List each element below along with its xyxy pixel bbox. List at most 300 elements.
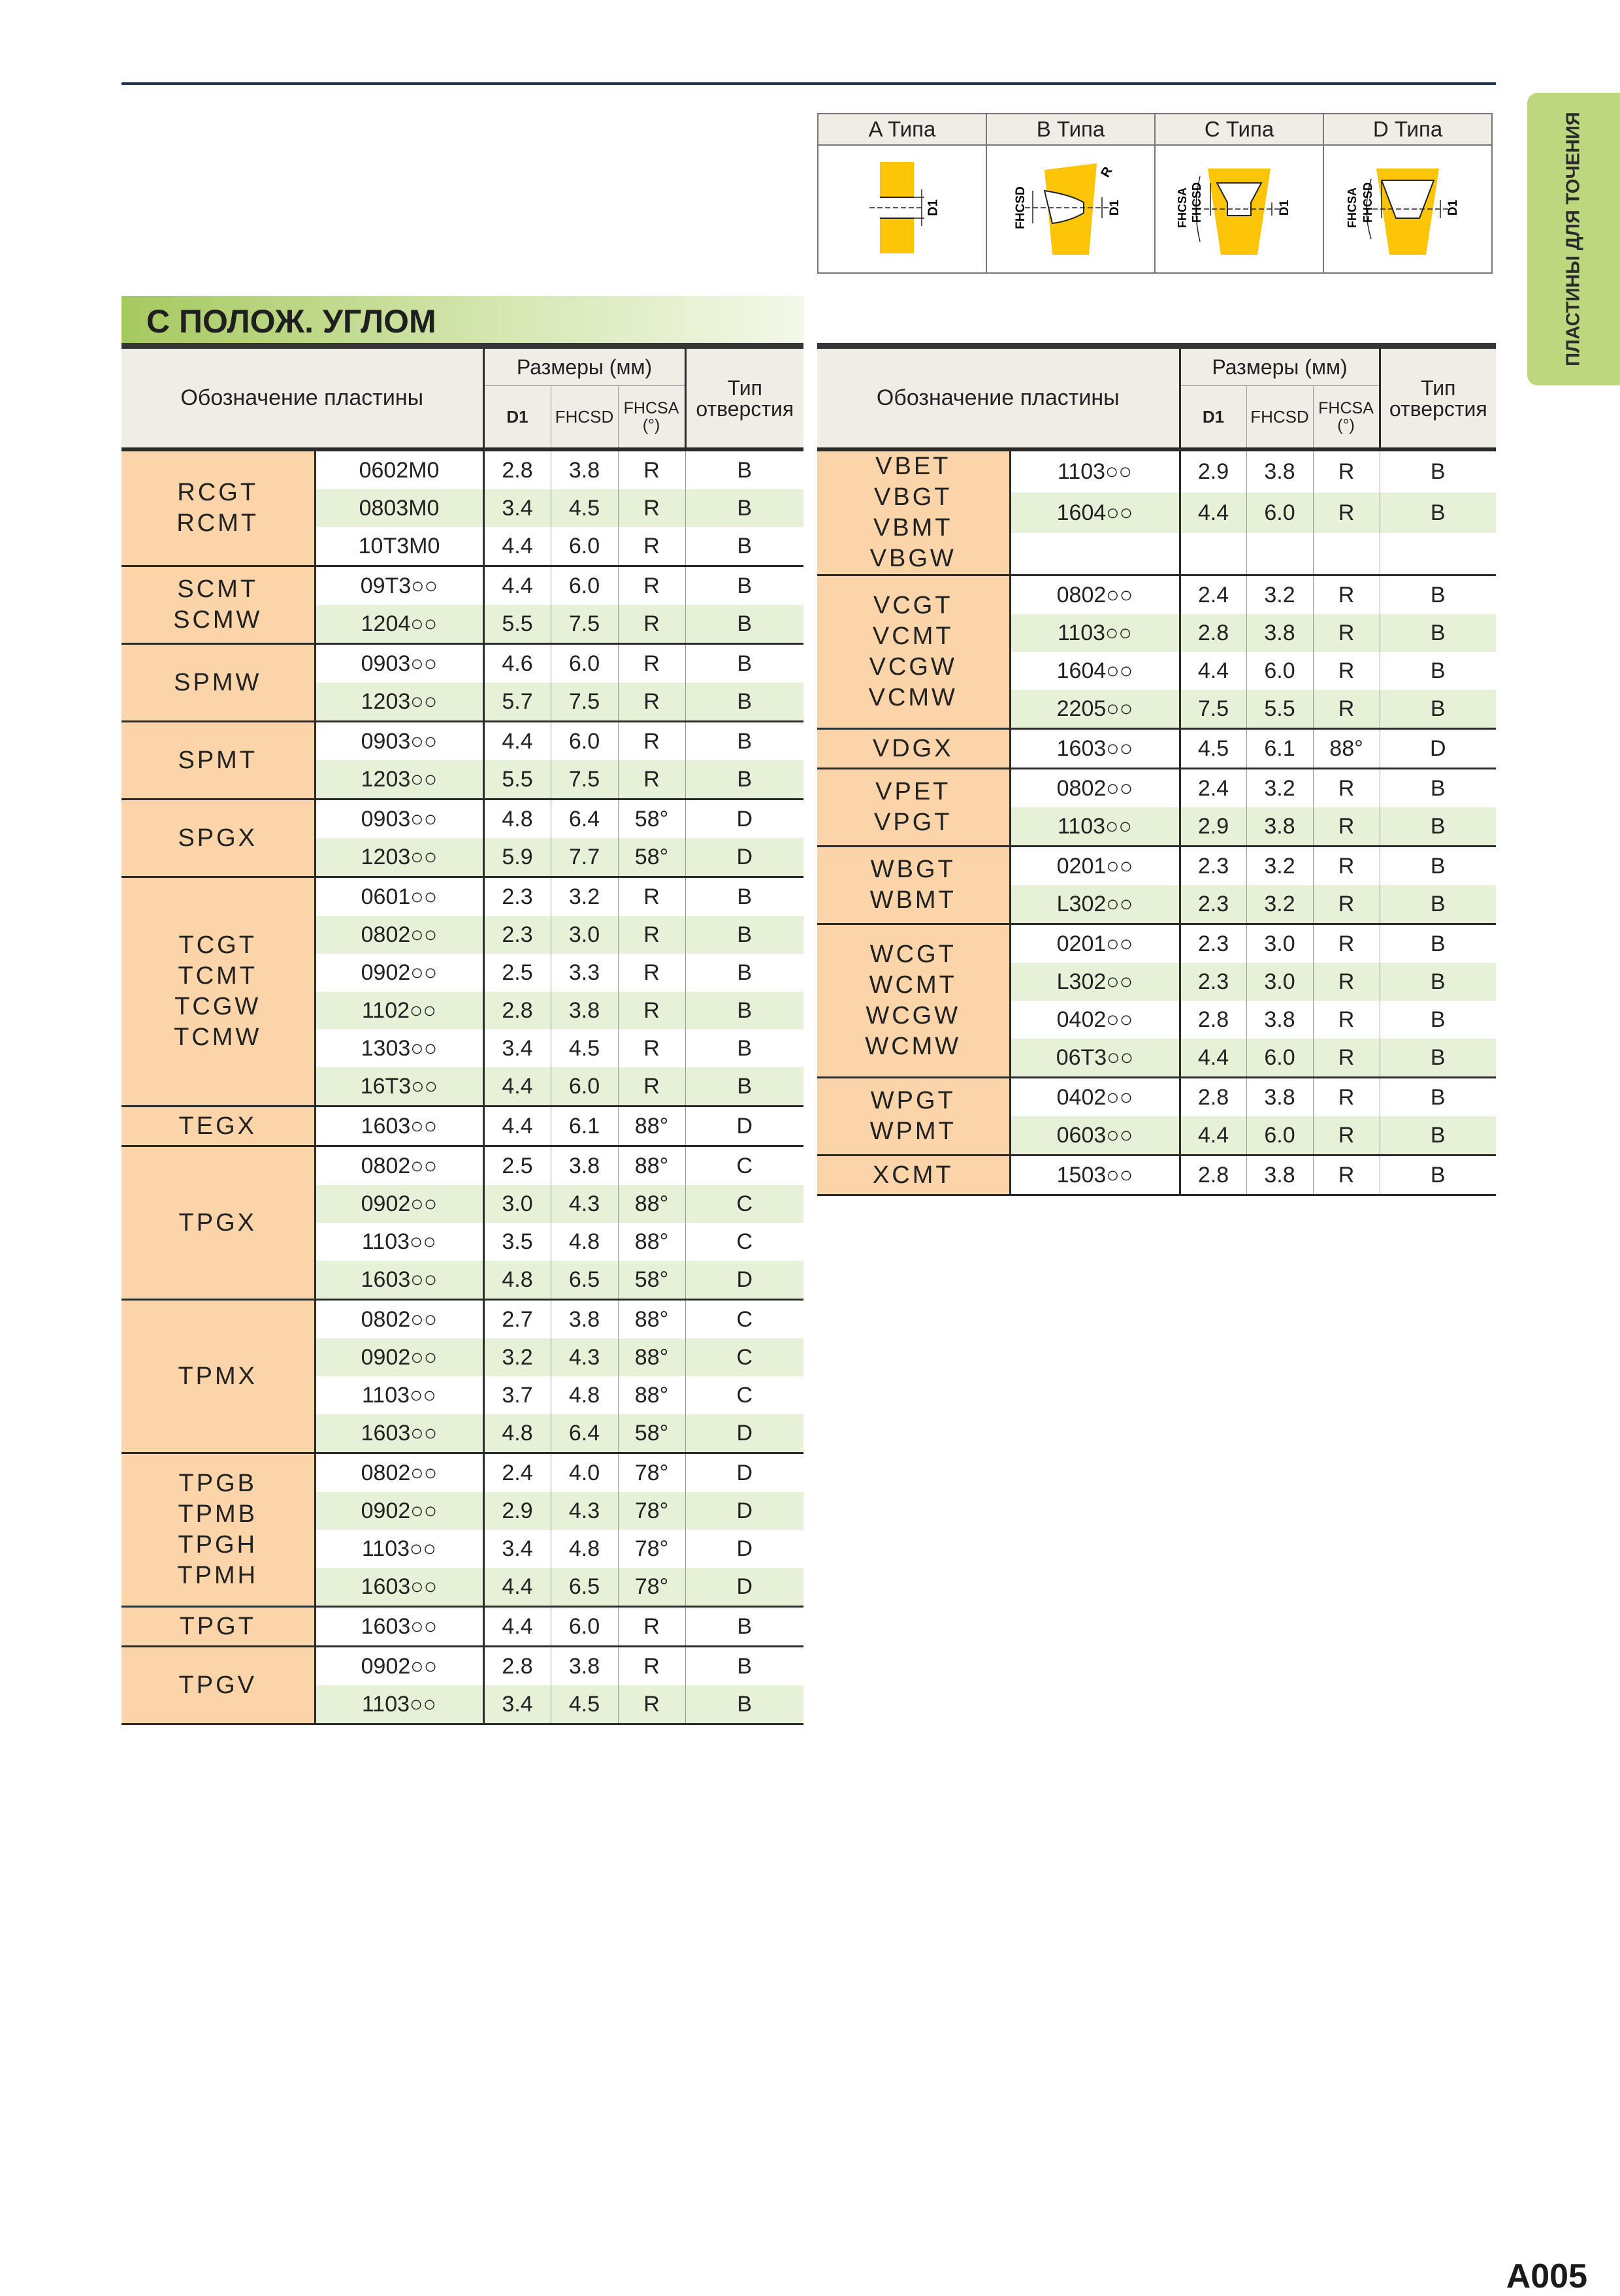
fhcsa-cell: R: [618, 566, 685, 606]
hole-type-d-diagram: [1342, 150, 1473, 268]
d1-cell: 5.9: [483, 838, 551, 877]
spec-cell: 0903○○: [315, 644, 483, 683]
d1-cell: 2.3: [483, 916, 551, 954]
fhcsa-cell: 88°: [618, 1185, 685, 1223]
hole-c-fhcsd-label: FHCSD: [1190, 182, 1203, 223]
header-fhcsd: FHCSD: [1246, 386, 1313, 450]
hole-type-c-cell: [1155, 145, 1323, 273]
spec-cell: 1103○○: [315, 1530, 483, 1568]
hole-type-cell: D: [685, 1414, 803, 1453]
fhcsa-cell: R: [1313, 614, 1380, 652]
d1-cell: 2.5: [483, 954, 551, 992]
spec-cell: 1604○○: [1010, 652, 1180, 690]
hole-type-cell: B: [685, 760, 803, 800]
fhcsd-cell: 4.8: [551, 1223, 618, 1261]
table-row: [817, 729, 1496, 769]
d1-cell: 2.5: [483, 1146, 551, 1186]
fhcsa-cell: 58°: [618, 1261, 685, 1300]
spec-cell: 1203○○: [315, 838, 483, 877]
spec-cell: 0902○○: [315, 1338, 483, 1376]
d1-cell: 3.0: [483, 1185, 551, 1223]
spec-cell: 0603○○: [1010, 1116, 1180, 1156]
d1-cell: 2.8: [1180, 1078, 1246, 1117]
spec-cell: 1603○○: [315, 1107, 483, 1146]
hole-type-cell: [1380, 533, 1496, 575]
d1-cell: 2.4: [1180, 575, 1246, 615]
d1-cell: 7.5: [1180, 690, 1246, 729]
d1-cell: 2.4: [483, 1453, 551, 1493]
fhcsa-cell: R: [618, 605, 685, 644]
d1-cell: 5.5: [483, 605, 551, 644]
spec-cell: 1603○○: [315, 1414, 483, 1453]
fhcsd-cell: 6.4: [551, 1414, 618, 1453]
d1-cell: 2.8: [1180, 614, 1246, 652]
hole-a-d1-label: D1: [926, 199, 941, 216]
hole-type-cell: B: [1380, 1039, 1496, 1078]
fhcsa-cell: R: [1313, 963, 1380, 1001]
insert-family-cell: RCGT RCMT: [122, 449, 315, 566]
fhcsa-cell: R: [1313, 847, 1380, 886]
right-table-body: [817, 449, 1496, 1195]
fhcsa-cell: R: [1313, 924, 1380, 963]
hole-b-fhcsd-label: FHCSD: [1014, 186, 1028, 229]
insert-family-cell: VBET VBGT VBMT VBGW: [817, 449, 1010, 575]
table-row: [817, 847, 1496, 886]
d1-cell: 4.4: [1180, 493, 1246, 534]
table-row: [122, 1607, 803, 1647]
hole-type-cell: C: [685, 1146, 803, 1186]
spec-cell: 0402○○: [1010, 1078, 1180, 1117]
d1-cell: 4.6: [483, 644, 551, 683]
fhcsd-cell: 3.8: [1246, 1078, 1313, 1117]
fhcsa-cell: 88°: [1313, 729, 1380, 769]
insert-family-cell: TPGB TPMB TPGH TPMH: [122, 1453, 315, 1607]
d1-cell: 2.9: [483, 1492, 551, 1530]
hole-type-a-diagram: [850, 150, 954, 268]
d1-cell: 2.4: [1180, 769, 1246, 808]
hole-type-cell: D: [685, 1568, 803, 1607]
spec-cell: 0903○○: [315, 722, 483, 761]
fhcsd-cell: 4.3: [551, 1492, 618, 1530]
fhcsd-cell: 7.5: [551, 760, 618, 800]
hole-type-b-diagram: [1005, 150, 1136, 268]
insert-family-cell: TEGX: [122, 1107, 315, 1146]
d1-cell: 4.4: [483, 1107, 551, 1146]
d1-cell: 4.4: [483, 527, 551, 566]
spec-cell: 0802○○: [315, 1300, 483, 1339]
fhcsd-cell: 6.5: [551, 1261, 618, 1300]
d1-cell: 4.4: [483, 722, 551, 761]
insert-family-cell: VDGX: [817, 729, 1010, 769]
fhcsa-cell: R: [1313, 493, 1380, 534]
d1-cell: 4.4: [483, 1568, 551, 1607]
hole-type-cell: B: [685, 916, 803, 954]
fhcsd-cell: 6.0: [551, 722, 618, 761]
d1-cell: 4.4: [483, 566, 551, 606]
hole-type-cell: B: [1380, 614, 1496, 652]
fhcsa-cell: 78°: [618, 1453, 685, 1493]
hole-type-cell: B: [1380, 1116, 1496, 1156]
d1-cell: 4.8: [483, 1414, 551, 1453]
d1-cell: 2.8: [483, 1647, 551, 1686]
d1-cell: 2.8: [1180, 1156, 1246, 1195]
spec-cell: L302○○: [1010, 885, 1180, 924]
fhcsd-cell: 3.2: [1246, 885, 1313, 924]
spec-cell: 1103○○: [315, 1685, 483, 1724]
fhcsa-cell: R: [618, 644, 685, 683]
fhcsa-cell: R: [1313, 1001, 1380, 1039]
spec-cell: 1203○○: [315, 683, 483, 722]
hole-type-cell: D: [685, 1261, 803, 1300]
fhcsd-cell: 3.2: [1246, 575, 1313, 615]
d1-cell: 2.8: [483, 449, 551, 489]
d1-cell: 4.4: [1180, 1039, 1246, 1078]
fhcsa-cell: R: [1313, 769, 1380, 808]
fhcsa-cell: R: [618, 1647, 685, 1686]
spec-cell: 0802○○: [1010, 575, 1180, 615]
table-row: [817, 769, 1496, 808]
hole-type-a-cell: [818, 145, 986, 273]
fhcsd-cell: 4.5: [551, 1685, 618, 1724]
spec-cell: 1103○○: [1010, 807, 1180, 847]
spec-cell: 0201○○: [1010, 847, 1180, 886]
hole-type-cell: B: [685, 1647, 803, 1686]
hole-type-cell: B: [685, 1607, 803, 1647]
fhcsd-cell: 3.8: [1246, 1001, 1313, 1039]
header-sizes: Размеры (мм): [483, 346, 685, 386]
spec-cell: 0802○○: [315, 916, 483, 954]
hole-c-fhcsa-label: FHCSA: [1175, 187, 1189, 228]
hole-type-cell: B: [685, 1029, 803, 1067]
hole-type-cell: B: [1380, 769, 1496, 808]
d1-cell: 2.3: [1180, 924, 1246, 963]
table-row: [122, 644, 803, 683]
d1-cell: 3.4: [483, 1530, 551, 1568]
fhcsd-cell: 3.0: [1246, 963, 1313, 1001]
spec-cell: 0602M0: [315, 449, 483, 489]
spec-cell: 1303○○: [315, 1029, 483, 1067]
fhcsd-cell: 6.0: [1246, 493, 1313, 534]
d1-cell: 3.4: [483, 1029, 551, 1067]
section-title: С ПОЛОЖ. УГЛОМ: [146, 303, 436, 340]
d1-cell: 2.9: [1180, 807, 1246, 847]
fhcsa-cell: R: [1313, 1116, 1380, 1156]
hole-type-cell: B: [685, 1067, 803, 1107]
hole-type-cell: B: [685, 605, 803, 644]
spec-cell: 1204○○: [315, 605, 483, 644]
hole-type-c-diagram: [1174, 150, 1304, 268]
table-row: [122, 722, 803, 761]
fhcsa-cell: R: [1313, 575, 1380, 615]
fhcsa-cell: 58°: [618, 800, 685, 839]
hole-type-cell: B: [685, 722, 803, 761]
table-row: [817, 575, 1496, 615]
hole-d-fhcsa-label: FHCSA: [1345, 187, 1359, 228]
header-designation: Обозначение пластины: [817, 346, 1180, 450]
hole-type-cell: B: [1380, 807, 1496, 847]
fhcsd-cell: 4.8: [551, 1530, 618, 1568]
header-sizes: Размеры (мм): [1180, 346, 1380, 386]
header-hole-type: Тип отверстия: [685, 346, 803, 450]
spec-cell: 1603○○: [315, 1568, 483, 1607]
d1-cell: 5.5: [483, 760, 551, 800]
d1-cell: 4.4: [483, 1067, 551, 1107]
spec-cell: 0902○○: [315, 1185, 483, 1223]
hole-type-cell: B: [1380, 1156, 1496, 1195]
d1-cell: 2.7: [483, 1300, 551, 1339]
hole-type-cell: C: [685, 1300, 803, 1339]
spec-cell: 16T3○○: [315, 1067, 483, 1107]
fhcsa-cell: 78°: [618, 1492, 685, 1530]
d1-cell: 2.3: [1180, 963, 1246, 1001]
fhcsd-cell: 7.5: [551, 683, 618, 722]
insert-family-cell: WBGT WBMT: [817, 847, 1010, 924]
fhcsd-cell: 6.0: [551, 566, 618, 606]
table-row: [122, 877, 803, 916]
hole-type-cell: D: [685, 1107, 803, 1146]
fhcsd-cell: 6.1: [1246, 729, 1313, 769]
fhcsd-cell: 5.5: [1246, 690, 1313, 729]
d1-cell: 4.4: [1180, 1116, 1246, 1156]
fhcsd-cell: 3.0: [551, 916, 618, 954]
table-row: [122, 800, 803, 839]
table-row: [122, 449, 803, 489]
header-d1: D1: [483, 386, 551, 450]
hole-type-cell: C: [685, 1338, 803, 1376]
fhcsa-cell: R: [1313, 449, 1380, 493]
hole-type-cell: B: [685, 449, 803, 489]
fhcsa-cell: R: [618, 954, 685, 992]
right-insert-table: [817, 343, 1496, 1196]
fhcsd-cell: 3.2: [551, 877, 618, 916]
d1-cell: 2.8: [1180, 1001, 1246, 1039]
spec-cell: L302○○: [1010, 963, 1180, 1001]
d1-cell: 3.7: [483, 1376, 551, 1414]
hole-type-cell: B: [685, 877, 803, 916]
hole-type-cell: B: [1380, 1001, 1496, 1039]
spec-cell: 2205○○: [1010, 690, 1180, 729]
hole-type-cell: B: [685, 566, 803, 606]
fhcsd-cell: [1246, 533, 1313, 575]
hole-type-cell: B: [1380, 652, 1496, 690]
spec-cell: 0802○○: [315, 1146, 483, 1186]
section-heading: [122, 296, 803, 349]
fhcsa-cell: R: [618, 489, 685, 527]
hole-type-cell: B: [685, 489, 803, 527]
insert-family-cell: WPGT WPMT: [817, 1078, 1010, 1156]
header-fhcsd: FHCSD: [551, 386, 618, 450]
fhcsd-cell: 3.8: [551, 449, 618, 489]
spec-cell: 0802○○: [315, 1453, 483, 1493]
d1-cell: 5.7: [483, 683, 551, 722]
insert-family-cell: SPMW: [122, 644, 315, 722]
fhcsd-cell: 4.5: [551, 489, 618, 527]
hole-type-d-cell: [1323, 145, 1492, 273]
fhcsa-cell: R: [618, 877, 685, 916]
hole-type-cell: D: [685, 1492, 803, 1530]
hole-type-cell: B: [1380, 924, 1496, 963]
spec-cell: 0402○○: [1010, 1001, 1180, 1039]
fhcsa-cell: 58°: [618, 838, 685, 877]
hole-type-cell: B: [1380, 885, 1496, 924]
fhcsd-cell: 6.0: [1246, 652, 1313, 690]
hole-type-cell: C: [685, 1376, 803, 1414]
hole-type-cell: D: [685, 800, 803, 839]
spec-cell: 0201○○: [1010, 924, 1180, 963]
fhcsd-cell: 3.8: [551, 992, 618, 1029]
d1-cell: 3.5: [483, 1223, 551, 1261]
hole-type-cell: B: [1380, 963, 1496, 1001]
insert-family-cell: TPGX: [122, 1146, 315, 1300]
hole-b-d1-label: D1: [1108, 199, 1122, 216]
hole-type-cell: B: [1380, 1078, 1496, 1117]
header-designation: Обозначение пластины: [122, 346, 483, 450]
fhcsa-cell: 88°: [618, 1376, 685, 1414]
header-d1: D1: [1180, 386, 1246, 450]
fhcsa-cell: 88°: [618, 1107, 685, 1146]
fhcsa-cell: 88°: [618, 1223, 685, 1261]
spec-cell: 1603○○: [1010, 729, 1180, 769]
hole-type-cell: B: [685, 683, 803, 722]
hole-type-cell: B: [685, 527, 803, 566]
d1-cell: 3.4: [483, 1685, 551, 1724]
d1-cell: 2.3: [1180, 847, 1246, 886]
hole-type-c-header: C Типа: [1155, 114, 1323, 145]
fhcsa-cell: R: [618, 527, 685, 566]
fhcsa-cell: R: [1313, 1156, 1380, 1195]
spec-cell: 0902○○: [315, 1647, 483, 1686]
fhcsd-cell: 6.0: [1246, 1039, 1313, 1078]
fhcsd-cell: 3.8: [1246, 807, 1313, 847]
fhcsd-cell: 3.8: [1246, 449, 1313, 493]
table-row: [122, 1453, 803, 1493]
insert-family-cell: TPGV: [122, 1647, 315, 1724]
table-row: [817, 924, 1496, 963]
insert-family-cell: SPMT: [122, 722, 315, 800]
spec-cell: 0803M0: [315, 489, 483, 527]
table-row: [122, 1300, 803, 1339]
hole-type-cell: B: [1380, 449, 1496, 493]
spec-cell: 0902○○: [315, 1492, 483, 1530]
fhcsd-cell: 6.1: [551, 1107, 618, 1146]
chapter-side-tab-label: ПЛАСТИНЫ ДЛЯ ТОЧЕНИЯ: [1563, 112, 1584, 366]
fhcsa-cell: 88°: [618, 1338, 685, 1376]
hole-type-cell: D: [685, 1530, 803, 1568]
fhcsd-cell: 4.3: [551, 1185, 618, 1223]
fhcsa-cell: R: [1313, 652, 1380, 690]
spec-cell: 1103○○: [1010, 614, 1180, 652]
fhcsd-cell: 3.8: [551, 1300, 618, 1339]
spec-cell: 1102○○: [315, 992, 483, 1029]
hole-type-cell: D: [1380, 729, 1496, 769]
fhcsa-cell: R: [1313, 690, 1380, 729]
chapter-side-tab[interactable]: [1527, 93, 1620, 385]
table-row: [122, 566, 803, 606]
hole-type-legend: [817, 113, 1493, 274]
fhcsa-cell: R: [618, 449, 685, 489]
fhcsd-cell: 7.7: [551, 838, 618, 877]
fhcsa-cell: 78°: [618, 1568, 685, 1607]
fhcsa-cell: R: [618, 916, 685, 954]
fhcsd-cell: 4.0: [551, 1453, 618, 1493]
spec-cell: 09T3○○: [315, 566, 483, 606]
spec-cell: 1103○○: [315, 1376, 483, 1414]
fhcsd-cell: 6.0: [1246, 1116, 1313, 1156]
header-fhcsa: FHCSA (°): [618, 386, 685, 450]
fhcsd-cell: 3.0: [1246, 924, 1313, 963]
d1-cell: 4.4: [1180, 652, 1246, 690]
hole-type-cell: B: [1380, 575, 1496, 615]
fhcsa-cell: R: [618, 760, 685, 800]
spec-cell: 0903○○: [315, 800, 483, 839]
hole-type-cell: D: [685, 838, 803, 877]
hole-type-cell: B: [685, 644, 803, 683]
page-number: A005: [1506, 2257, 1587, 2295]
spec-cell: [1010, 533, 1180, 575]
d1-cell: 4.8: [483, 1261, 551, 1300]
d1-cell: 2.9: [1180, 449, 1246, 493]
fhcsd-cell: 6.5: [551, 1568, 618, 1607]
header-fhcsa: FHCSA (°): [1313, 386, 1380, 450]
hole-d-fhcsd-label: FHCSD: [1361, 182, 1374, 223]
spec-cell: 1503○○: [1010, 1156, 1180, 1195]
fhcsd-cell: 3.8: [1246, 1156, 1313, 1195]
fhcsd-cell: 3.8: [1246, 614, 1313, 652]
hole-type-cell: B: [1380, 493, 1496, 534]
insert-family-cell: VCGT VCMT VCGW VCMW: [817, 575, 1010, 729]
insert-family-cell: XCMT: [817, 1156, 1010, 1195]
spec-cell: 0802○○: [1010, 769, 1180, 808]
hole-b-r-label: R: [1098, 164, 1116, 180]
spec-cell: 0902○○: [315, 954, 483, 992]
spec-cell: 1103○○: [315, 1223, 483, 1261]
d1-cell: 2.8: [483, 992, 551, 1029]
table-row: [122, 1146, 803, 1186]
insert-family-cell: TPMX: [122, 1300, 315, 1453]
hole-d-d1-label: D1: [1446, 199, 1461, 216]
spec-cell: 1604○○: [1010, 493, 1180, 534]
top-rule: [122, 82, 1496, 85]
hole-type-cell: B: [1380, 847, 1496, 886]
fhcsa-cell: R: [618, 1067, 685, 1107]
fhcsa-cell: R: [618, 683, 685, 722]
fhcsd-cell: 6.0: [551, 644, 618, 683]
table-row: [817, 1078, 1496, 1117]
d1-cell: [1180, 533, 1246, 575]
hole-type-cell: B: [685, 1685, 803, 1724]
fhcsd-cell: 6.4: [551, 800, 618, 839]
fhcsd-cell: 6.0: [551, 527, 618, 566]
table-row: [817, 1156, 1496, 1195]
d1-cell: 4.8: [483, 800, 551, 839]
insert-family-cell: TPGT: [122, 1607, 315, 1647]
fhcsa-cell: R: [618, 1029, 685, 1067]
left-insert-table: [122, 343, 803, 1725]
fhcsd-cell: 6.0: [551, 1067, 618, 1107]
insert-family-cell: SPGX: [122, 800, 315, 877]
fhcsd-cell: 3.3: [551, 954, 618, 992]
hole-type-cell: D: [685, 1453, 803, 1493]
hole-type-cell: B: [685, 954, 803, 992]
hole-type-cell: C: [685, 1185, 803, 1223]
hole-type-cell: B: [1380, 690, 1496, 729]
fhcsd-cell: 4.8: [551, 1376, 618, 1414]
hole-type-b-header: B Типа: [986, 114, 1155, 145]
hole-type-cell: B: [685, 992, 803, 1029]
table-row: [817, 449, 1496, 493]
fhcsa-cell: R: [618, 1685, 685, 1724]
d1-cell: 4.4: [483, 1607, 551, 1647]
